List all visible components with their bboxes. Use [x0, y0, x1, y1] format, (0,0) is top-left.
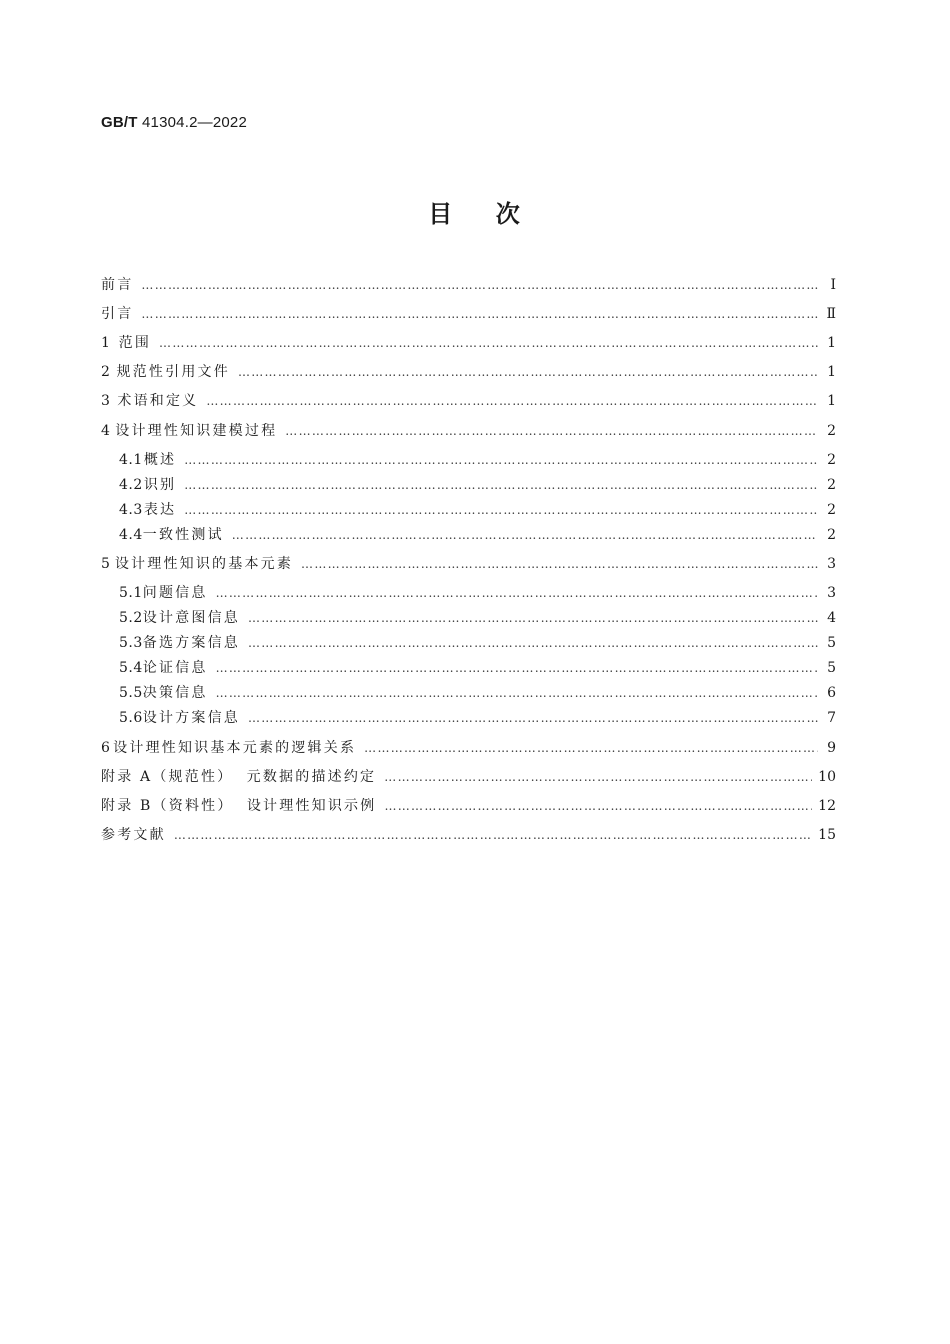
toc-entry-page: 10 [818, 769, 836, 785]
toc-entry-section-5-3[interactable] [119, 633, 836, 653]
toc-entry-number: 4.2 [119, 477, 143, 493]
toc-entry-number: 5.1 [119, 585, 143, 601]
toc-entry-label: 参考文献 [101, 827, 166, 843]
toc-leader-dots [184, 500, 818, 520]
toc-entry-section-4[interactable] [101, 421, 836, 441]
toc-leader-dots [238, 362, 818, 382]
toc-entry-label: 表达 [143, 502, 177, 518]
toc-entry-number: 5.4 [119, 660, 143, 676]
toc-entry-number: 4.3 [119, 502, 143, 518]
toc-entry-normative-references[interactable] [101, 362, 836, 382]
toc-entry-page: 5 [827, 660, 836, 676]
toc-entry-number: 5.2 [119, 610, 143, 626]
toc-title: 目 次 [428, 199, 522, 228]
toc-entry-section-4-1[interactable] [119, 450, 836, 470]
toc-entry-number: 6 [101, 740, 111, 756]
toc-leader-dots [216, 683, 818, 703]
toc-entry-section-5-2[interactable] [119, 608, 836, 628]
toc-entry-number: 4 [101, 423, 111, 439]
toc-leader-dots [301, 554, 818, 574]
toc-entry-page: 2 [827, 527, 836, 543]
toc-entry-annex-a[interactable] [101, 767, 836, 787]
toc-entry-label: 设计理性知识的基本元素 [114, 556, 294, 572]
toc-entry-page: 2 [827, 477, 836, 493]
toc-entry-page: Ⅱ [826, 306, 836, 322]
toc-entry-label: 引言 [101, 306, 134, 322]
toc-entry-label: 论证信息 [142, 660, 208, 676]
toc-entry-page: 4 [827, 610, 836, 626]
toc-entry-introduction[interactable] [101, 304, 836, 324]
toc-entry-number: 1 [101, 335, 111, 351]
toc-entry-label: 备选方案信息 [142, 635, 240, 651]
toc-entry-label: 决策信息 [142, 685, 208, 701]
toc-entry-page: 3 [827, 585, 836, 601]
toc-entry-section-5-6[interactable] [119, 708, 836, 728]
toc-entry-section-5-5[interactable] [119, 683, 836, 703]
toc-entry-page: 6 [827, 685, 836, 701]
toc-entry-number: 4.1 [119, 452, 143, 468]
toc-leader-dots [285, 421, 818, 441]
toc-entry-label: 设计意图信息 [142, 610, 240, 626]
toc-entry-section-6[interactable] [101, 738, 836, 758]
toc-entry-label: 设计方案信息 [142, 710, 240, 726]
toc-leader-dots [232, 525, 818, 545]
toc-entry-label: 规范性引用文件 [116, 364, 230, 380]
toc-entry-annex-b[interactable] [101, 796, 836, 816]
toc-entry-page: 15 [818, 827, 836, 843]
toc-entry-label: 附录 B（资料性） 设计理性知识示例 [101, 798, 377, 814]
toc-entry-section-4-2[interactable] [119, 475, 836, 495]
toc-leader-dots [248, 633, 818, 653]
standard-number: 41304.2—2022 [142, 114, 248, 131]
toc-entry-label: 设计理性知识建模过程 [115, 423, 278, 439]
toc-leader-dots [184, 475, 818, 495]
toc-entry-label: 识别 [143, 477, 177, 493]
toc-entry-number: 5.6 [119, 710, 143, 726]
toc-leader-dots [159, 333, 818, 353]
toc-leader-dots [216, 658, 818, 678]
toc-entry-label: 概述 [143, 452, 177, 468]
toc-entry-label: 设计理性知识基本元素的逻辑关系 [113, 740, 357, 756]
toc-leader-dots [364, 738, 818, 758]
toc-leader-dots [141, 275, 818, 295]
toc-entry-page: 7 [827, 710, 836, 726]
toc-entry-number: 4.4 [119, 527, 143, 543]
toc-entry-section-5[interactable] [101, 554, 836, 574]
toc-leader-dots [384, 796, 812, 816]
toc-entry-section-5-1[interactable] [119, 583, 836, 603]
toc-entry-page: 3 [827, 556, 836, 572]
toc-entry-section-4-3[interactable] [119, 500, 836, 520]
toc-leader-dots [248, 608, 818, 628]
standard-prefix: GB/T [101, 114, 138, 131]
toc-entry-section-5-4[interactable] [119, 658, 836, 678]
toc-entry-number: 5 [101, 556, 111, 572]
toc-entry-scope[interactable] [101, 333, 836, 353]
toc-entry-terms-definitions[interactable] [101, 391, 836, 411]
toc-entry-page: 1 [827, 335, 836, 351]
toc-entry-page: 1 [827, 364, 836, 380]
toc-entry-label: 前言 [101, 277, 134, 293]
toc-entry-page: 12 [818, 798, 836, 814]
toc-entry-page: 2 [827, 452, 836, 468]
toc-entry-number: 5.3 [119, 635, 143, 651]
toc-entry-label: 范围 [118, 335, 152, 351]
toc-leader-dots [384, 767, 812, 787]
toc-entry-label: 附录 A（规范性） 元数据的描述约定 [101, 769, 377, 785]
toc-entry-foreword[interactable] [101, 275, 836, 295]
toc-leader-dots [248, 708, 818, 728]
toc-entry-page: 5 [827, 635, 836, 651]
toc-entry-number: 2 [101, 364, 111, 380]
toc-entry-page: 2 [827, 423, 836, 439]
toc-entry-label: 问题信息 [142, 585, 208, 601]
toc-leader-dots [184, 450, 818, 470]
toc-leader-dots [141, 304, 818, 324]
toc-leader-dots [174, 825, 812, 845]
toc-entry-page: 1 [827, 393, 836, 409]
toc-entry-section-4-4[interactable] [119, 525, 836, 545]
toc-entry-label: 一致性测试 [142, 527, 224, 543]
toc-entry-page: 2 [827, 502, 836, 518]
toc-entry-page: 9 [827, 740, 836, 756]
toc-entry-number: 5.5 [119, 685, 143, 701]
toc-entry-page: Ⅰ [830, 277, 836, 293]
toc-leader-dots [206, 391, 818, 411]
toc-entry-bibliography[interactable] [101, 825, 836, 845]
toc-entry-label: 术语和定义 [117, 393, 199, 409]
toc-entry-number: 3 [101, 393, 111, 409]
toc-leader-dots [216, 583, 818, 603]
